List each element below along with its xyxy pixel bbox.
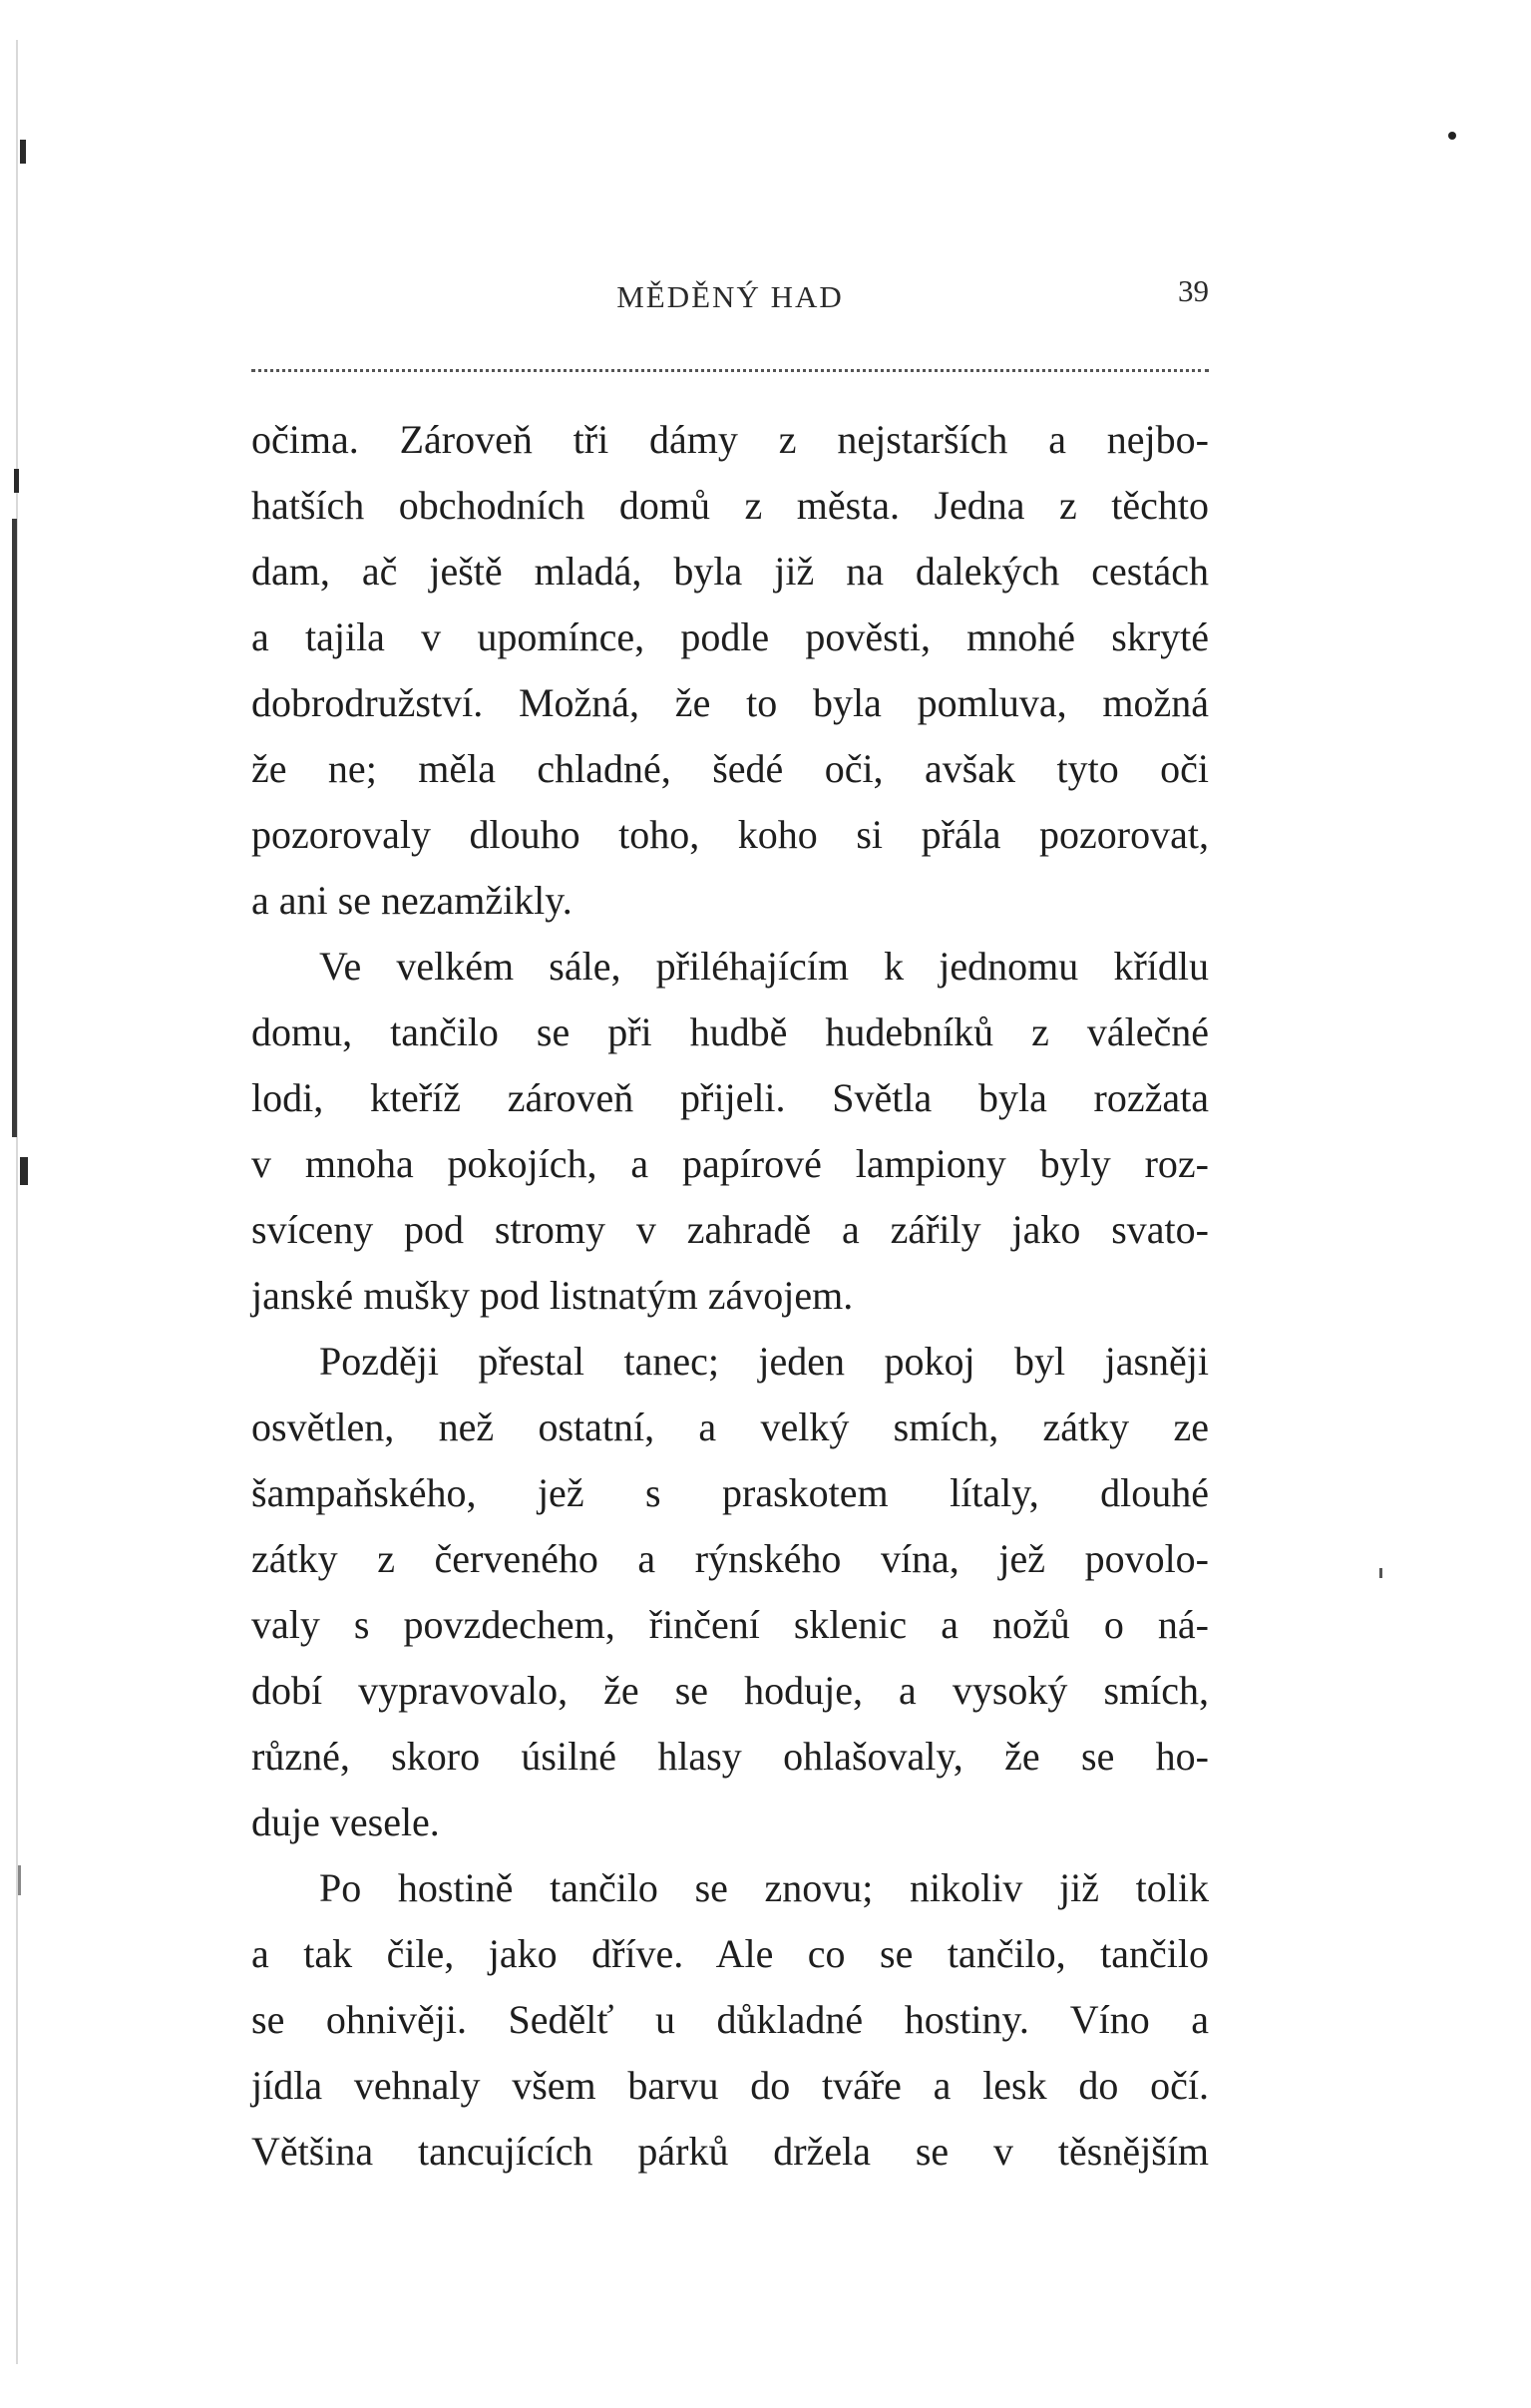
text-line: pozorovaly dlouho toho, koho si přála pozorovat,: [251, 812, 1209, 857]
scan-speck: [1448, 132, 1456, 140]
scan-speck: [1379, 1568, 1382, 1578]
text-line: svíceny pod stromy v zahradě a zářily jako svato-: [251, 1207, 1209, 1252]
text-line: jídla vehnaly všem barvu do tváře a lesk do očí.: [251, 2063, 1209, 2108]
binding-mark: [14, 469, 19, 493]
text-line: Ve velkém sále, přiléhajícím k jednomu křídlu: [319, 944, 1209, 989]
text-line: dobí vypravovalo, že se hoduje, a vysoký smích,: [251, 1668, 1209, 1713]
text-line: očima. Zároveň tři dámy z nejstarších a nejbo-: [251, 417, 1209, 462]
text-line: Po hostině tančilo se znovu; nikoliv již tolik: [319, 1865, 1209, 1910]
text-line: a tak čile, jako dříve. Ale co se tančilo, tančilo: [251, 1931, 1209, 1976]
page-number: 39: [1178, 273, 1209, 308]
header-rule: [251, 369, 1209, 372]
text-line: dobrodružství. Možná, že to byla pomluva, možná: [251, 680, 1209, 725]
scan-top-edge: [0, 0, 1531, 12]
text-line: v mnoha pokojích, a papírové lampiony byly roz-: [251, 1141, 1209, 1186]
text-line: že ne; měla chladné, šedé oči, avšak tyto oči: [251, 746, 1209, 791]
text-line: Později přestal tanec; jeden pokoj byl jasněji: [319, 1339, 1209, 1384]
text-line: janské mušky pod listnatým závojem.: [251, 1273, 854, 1318]
body-text: [251, 407, 1209, 2185]
binding-mark: [12, 519, 17, 1137]
text-line: lodi, kteříž zároveň přijeli. Světla byla rozžata: [251, 1075, 1209, 1120]
text-line: a tajila v upomínce, podle pověsti, mnohé skryté: [251, 614, 1209, 659]
text-line: valy s povzdechem, řinčení sklenic a nožů o ná-: [251, 1602, 1209, 1647]
text-line: se ohnivěji. Sedělť u důkladné hostiny. Víno a: [251, 1997, 1209, 2042]
binding-mark: [18, 1865, 21, 1895]
text-line: duje vesele.: [251, 1800, 440, 1844]
running-header: [251, 273, 1209, 323]
text-line: šampaňského, jež s praskotem lítaly, dlouhé: [251, 1470, 1209, 1515]
page-binding-edge: [0, 0, 30, 2408]
binding-line: [16, 40, 18, 2364]
text-line: dam, ač ještě mladá, byla již na dalekých cestách: [251, 549, 1209, 594]
text-line: hatších obchodních domů z města. Jedna z těchto: [251, 483, 1209, 528]
binding-mark: [20, 140, 26, 164]
running-title: MĚDĚNÝ HAD: [616, 279, 844, 314]
text-line: zátky z červeného a rýnského vína, jež povolo-: [251, 1536, 1209, 1581]
text-line: Většina tancujících párků držela se v těsnějším: [251, 2129, 1209, 2174]
text-line: různé, skoro úsilné hlasy ohlašovaly, že se ho-: [251, 1734, 1209, 1779]
binding-mark: [20, 1157, 28, 1185]
text-line: osvětlen, než ostatní, a velký smích, zátky ze: [251, 1405, 1209, 1449]
text-line: a ani se nezamžikly.: [251, 878, 573, 923]
text-line: domu, tančilo se při hudbě hudebníků z válečné: [251, 1009, 1209, 1054]
